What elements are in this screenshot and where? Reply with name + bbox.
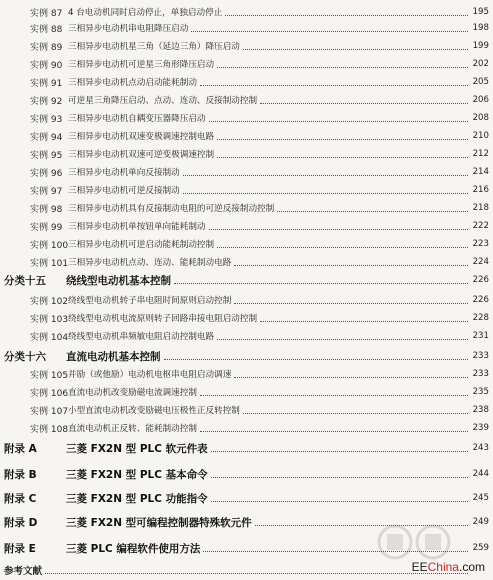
dot-leader [200,430,468,432]
entry-number: 附录 A [4,442,37,455]
entry-number: 实例 96 [30,168,63,179]
toc-entry [30,128,489,144]
entry-page-number: 239 [472,423,489,433]
watermark [412,560,485,574]
dot-leader [243,48,468,50]
entry-title: 4 台电动机同时启动停止，单独启动停止 [68,8,223,18]
dot-leader [234,376,468,378]
entry-page-number: 235 [472,387,489,397]
entry-number: 附录 D [4,516,38,529]
toc-entry [30,74,489,90]
entry-page-number: 245 [472,493,489,503]
entry-title: 三相异步电动机双速变极调速控制电路 [68,132,215,142]
entry-page-number: 212 [472,149,489,159]
entry-page-number: 231 [472,331,489,341]
watermark-stamp-icon [373,522,463,562]
entry-title: 直流电动机正反转、能耗制动控制 [68,424,197,434]
entry-page-number: 226 [472,295,489,305]
dot-leader [200,84,468,86]
entry-number: 实例 87 [30,8,63,19]
dot-leader [234,302,468,304]
entry-number: 实例 95 [30,150,63,161]
entry-page-number: 202 [472,59,489,69]
entry-number: 实例 90 [30,60,63,71]
toc-entry [30,146,489,162]
entry-title: 三相异步电动机具有反接制动电阻的可逆反接制动控制 [68,204,275,214]
entry-number: 实例 101 [30,258,69,269]
toc-entry [30,56,489,72]
entry-number: 实例 102 [30,296,69,307]
toc-entry [30,4,489,20]
entry-number: 实例 94 [30,132,63,143]
entry-page-number: 228 [472,313,489,323]
entry-number: 实例 108 [30,424,69,435]
toc-entry [30,182,489,198]
entry-page-number: 233 [472,369,489,379]
entry-page-number: 214 [472,167,489,177]
entry-title: 三相异步电动机串电阻降压启动 [68,24,189,34]
entry-title: 三相异步电动机可逆星三角形降压启动 [68,60,215,70]
toc-entry [30,292,489,308]
dot-leader [183,174,468,176]
entry-page-number: 206 [472,95,489,105]
entry-number: 实例 103 [30,314,69,325]
entry-title: 三菱 PLC 编程软件使用方法 [66,542,201,555]
dot-leader [209,120,468,122]
dot-leader [45,572,468,574]
entry-page-number: 195 [472,7,489,17]
entry-page-number: 218 [472,203,489,213]
entry-number: 实例 107 [30,406,69,417]
entry-page-number: 233 [472,351,489,361]
toc-section [4,272,489,288]
entry-title: 绕线型电动机基本控制 [66,274,171,287]
entry-number: 实例 98 [30,204,63,215]
dot-leader [209,228,468,230]
entry-title: 可逆星三角降压启动、点动、连动、反接制动控制 [68,96,258,106]
dot-leader [211,500,468,502]
watermark-highlight: China [427,560,459,574]
entry-title: 三相异步电动机点动、连动、能耗制动电路 [68,258,232,268]
entry-page-number: 238 [472,405,489,415]
entry-number: 实例 100 [30,240,69,251]
dot-leader [217,66,468,68]
dot-leader [217,138,468,140]
dot-leader [200,394,468,396]
toc-entry [30,420,489,436]
entry-page-number: 222 [472,221,489,231]
entry-title: 三相异步电动机可逆启动能耗制动控制 [68,240,215,250]
entry-page-number: 205 [472,77,489,87]
entry-title: 三相异步电动机单按钮单向能耗制动 [68,222,206,232]
entry-title: 三相异步电动机可逆反接制动 [68,186,180,196]
watermark-prefix: EE [411,560,428,574]
toc-entry [30,38,489,54]
entry-title: 三相异步电动机星三角（延边三角）降压启动 [68,42,240,52]
toc-entry [30,236,489,252]
entry-number: 附录 C [4,492,37,505]
entry-title: 绕线型电动机电流原则转子回路串接电阻启动控制 [68,314,258,324]
dot-leader [234,264,468,266]
dot-leader [277,210,468,212]
entry-title: 并励（或他励）电动机电枢串电阻启动调速 [68,370,232,380]
entry-title: 绕线型电动机转子串电阻时间原则启动控制 [68,296,232,306]
entry-number: 附录 E [4,542,36,555]
toc-entry [30,164,489,180]
dot-leader [260,320,468,322]
entry-title: 三菱 FX2N 型可编程控制器特殊软元件 [66,516,252,529]
toc-entry [30,366,489,382]
entry-page-number: 243 [472,443,489,453]
toc-entry [30,328,489,344]
toc-entry [30,310,489,326]
entry-number: 实例 99 [30,222,63,233]
dot-leader [164,358,469,360]
entry-number: 实例 88 [30,24,63,35]
entry-number: 附录 B [4,468,37,481]
dot-leader [217,156,468,158]
dot-leader [217,246,468,248]
entry-title: 三相异步电动机自耦变压器降压启动 [68,114,206,124]
entry-page-number: 249 [472,517,489,527]
entry-number: 分类十六 [4,350,46,363]
toc-appendix [4,466,489,482]
entry-title: 小型直流电动机改变励磁电压极性正反转控制 [68,406,240,416]
entry-number: 实例 91 [30,78,63,89]
entry-number: 实例 92 [30,96,63,107]
entry-number: 实例 89 [30,42,63,53]
toc-entry [30,92,489,108]
entry-title: 三相异步电动机单向反接制动 [68,168,180,178]
dot-leader [211,476,468,478]
dot-leader [243,412,468,414]
toc-entry [30,254,489,270]
entry-number: 实例 105 [30,370,69,381]
toc-entry [30,384,489,400]
dot-leader [260,102,468,104]
entry-number: 实例 97 [30,186,63,197]
toc-entry [30,200,489,216]
toc-section [4,348,489,364]
entry-number: 分类十五 [4,274,46,287]
toc-entry [30,20,489,36]
entry-title: 绕线型电动机串频敏电阻启动控制电路 [68,332,215,342]
entry-page-number: 223 [472,239,489,249]
entry-number: 实例 106 [30,388,69,399]
entry-title: 三菱 FX2N 型 PLC 软元件表 [66,442,208,455]
entry-title: 三菱 FX2N 型 PLC 功能指令 [66,492,208,505]
entry-page-number: 259 [472,543,489,553]
entry-page-number: 199 [472,41,489,51]
entry-title: 三菱 FX2N 型 PLC 基本命令 [66,468,208,481]
dot-leader [225,14,468,16]
entry-page-number: 210 [472,131,489,141]
entry-number: 实例 104 [30,332,69,343]
entry-page-number: 216 [472,185,489,195]
watermark-suffix: .com [458,560,485,574]
entry-page-number: 208 [472,113,489,123]
dot-leader [191,30,468,32]
toc-entry [30,110,489,126]
entry-page-number: 224 [472,257,489,267]
entry-page-number: 226 [472,275,489,285]
dot-leader [217,338,468,340]
entry-page-number: 198 [472,23,489,33]
dot-leader [211,450,468,452]
toc-appendix [4,440,489,456]
toc-entry [30,218,489,234]
dot-leader [183,192,468,194]
entry-title: 三相异步电动机点动启动能耗制动 [68,78,197,88]
entry-number: 实例 93 [30,114,63,125]
entry-title: 三相异步电动机双速可逆变极调速控制 [68,150,215,160]
entry-title: 直流电动机基本控制 [66,350,161,363]
entry-title: 直流电动机改变励磁电流调速控制 [68,388,197,398]
entry-title: 参考文献 [4,566,43,577]
toc-appendix [4,490,489,506]
dot-leader [174,282,468,284]
toc-entry [30,402,489,418]
entry-page-number: 244 [472,469,489,479]
